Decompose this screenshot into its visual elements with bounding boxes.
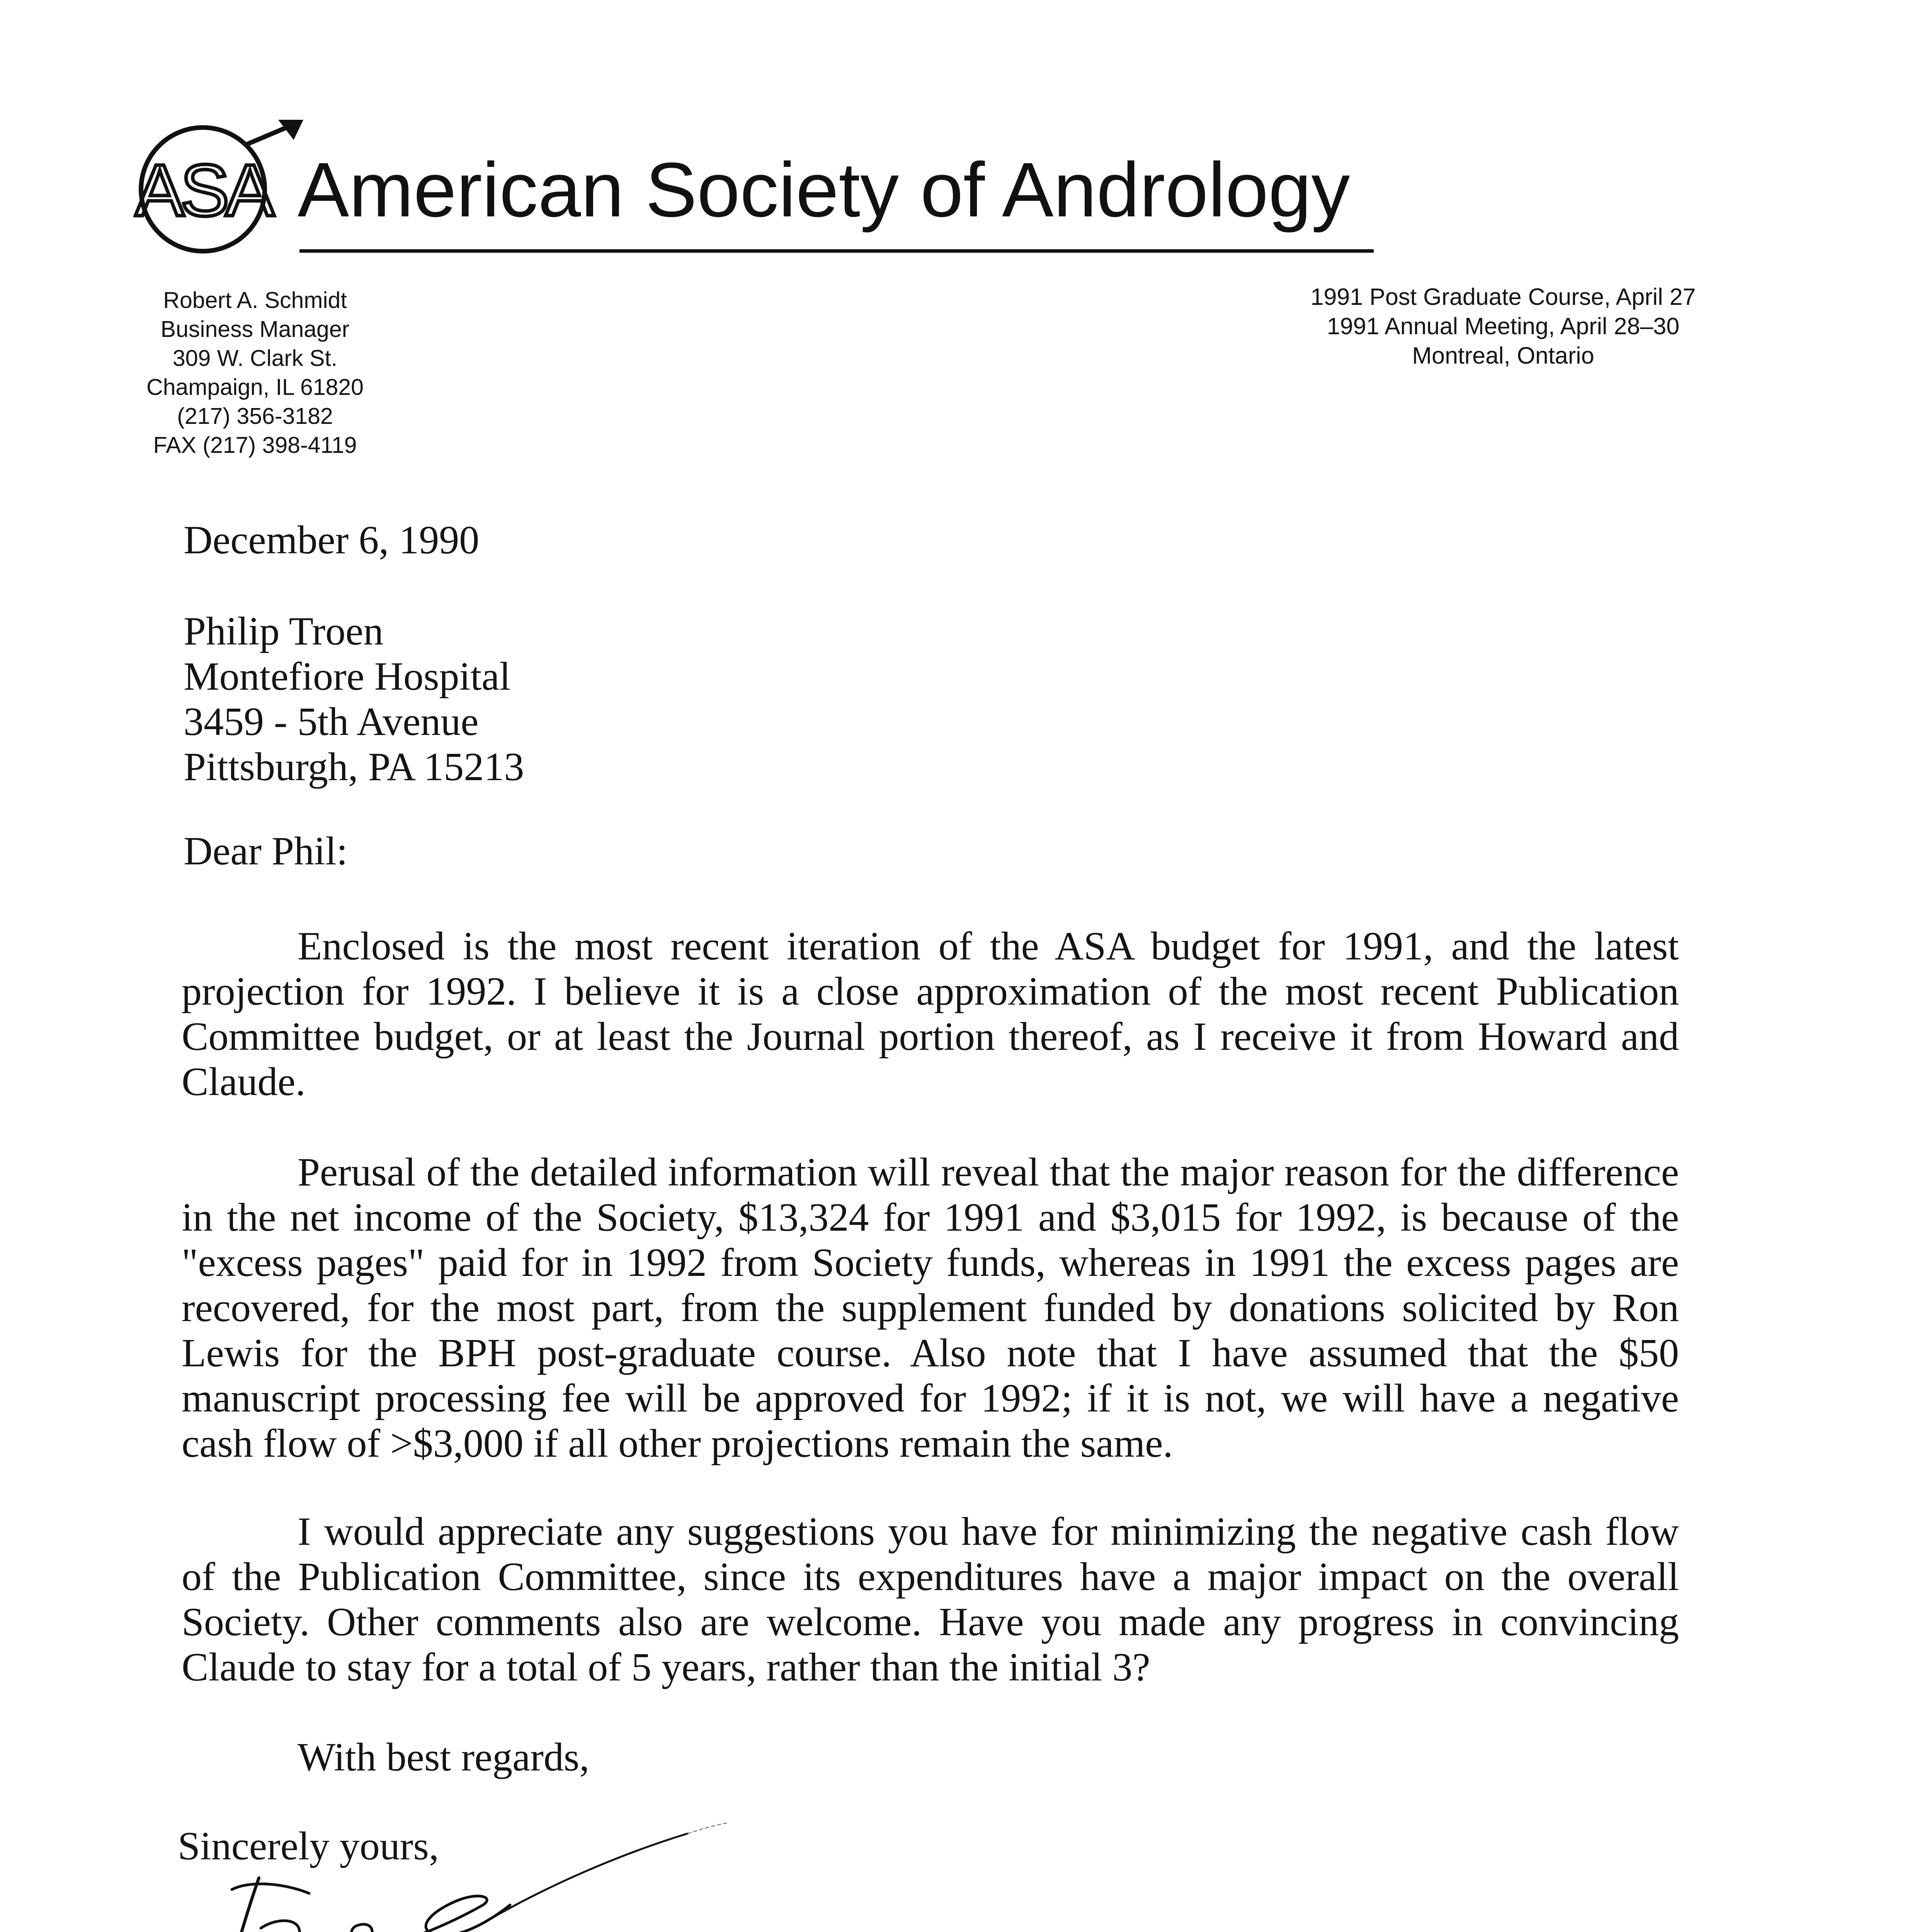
business-line: Champaign, IL 61820 xyxy=(146,374,364,400)
business-line: (217) 356-3182 xyxy=(177,403,333,429)
recipient-line: Montefiore Hospital xyxy=(184,654,511,699)
business-line: Robert A. Schmidt xyxy=(163,287,347,313)
paragraph-text: I would appreciate any suggestions you have for minimizing the negative cash flow of the Publication Committee, since its expenditures have a major impact on the overall Society. Other comments also are welcome. Have you made any progress in convincing Claude to stay for a total of 5 years, rather than the initial 3? xyxy=(182,1509,1679,1689)
organization-name: American Society of Andrology xyxy=(298,147,1350,233)
letterhead-rule xyxy=(299,249,1374,253)
recipient-address xyxy=(184,609,524,789)
closing: With best regards, xyxy=(298,1735,590,1779)
body-paragraph xyxy=(182,1150,1679,1466)
sign-off: Sincerely yours, xyxy=(178,1824,439,1868)
handwritten-signature xyxy=(162,1801,742,1932)
paragraph-text: Enclosed is the most recent iteration of the ASA budget for 1991, and the latest projection for 1992. I believe it is a close approximation of the most recent Publication Committee budget, or at least the Journal portion thereof, as I receive it from Howard and Claude. xyxy=(182,924,1679,1104)
recipient-line: Pittsburgh, PA 15213 xyxy=(184,745,524,789)
recipient-line: 3459 - 5th Avenue xyxy=(184,699,479,744)
meeting-line: 1991 Annual Meeting, April 28–30 xyxy=(1327,313,1680,339)
business-line: Business Manager xyxy=(160,316,350,342)
body-paragraph xyxy=(182,923,1679,1104)
meeting-info xyxy=(1275,282,1731,370)
logo-letters: ASA xyxy=(135,150,271,231)
meeting-line: 1991 Post Graduate Course, April 27 xyxy=(1310,284,1696,310)
meeting-line: Montreal, Ontario xyxy=(1412,342,1594,369)
body-paragraph xyxy=(182,1509,1679,1690)
salutation: Dear Phil: xyxy=(184,829,348,873)
business-line: 309 W. Clark St. xyxy=(172,345,338,371)
letter-date: December 6, 1990 xyxy=(184,518,480,562)
business-office-address xyxy=(116,286,394,460)
paragraph-text: Perusal of the detailed information will reveal that the major reason for the difference in the net income of the Society, $13,324 for 1991 and $3,015 for 1992, is because of the "excess pages" paid for in 1992 from Society funds, whereas in 1991 the excess pages are recovered, for the most part, from the supplement funded by donations solicited by Ron Lewis for the BPH post-graduate course. Also note that I have assumed that the $50 manuscript processing fee will be approved for 1992; if it is not, we will have a negative cash flow of >$3,000 if all other projections remain the same. xyxy=(182,1150,1679,1466)
asa-logo xyxy=(133,116,311,257)
recipient-line: Philip Troen xyxy=(184,609,384,653)
business-line: FAX (217) 398-4119 xyxy=(153,432,357,458)
